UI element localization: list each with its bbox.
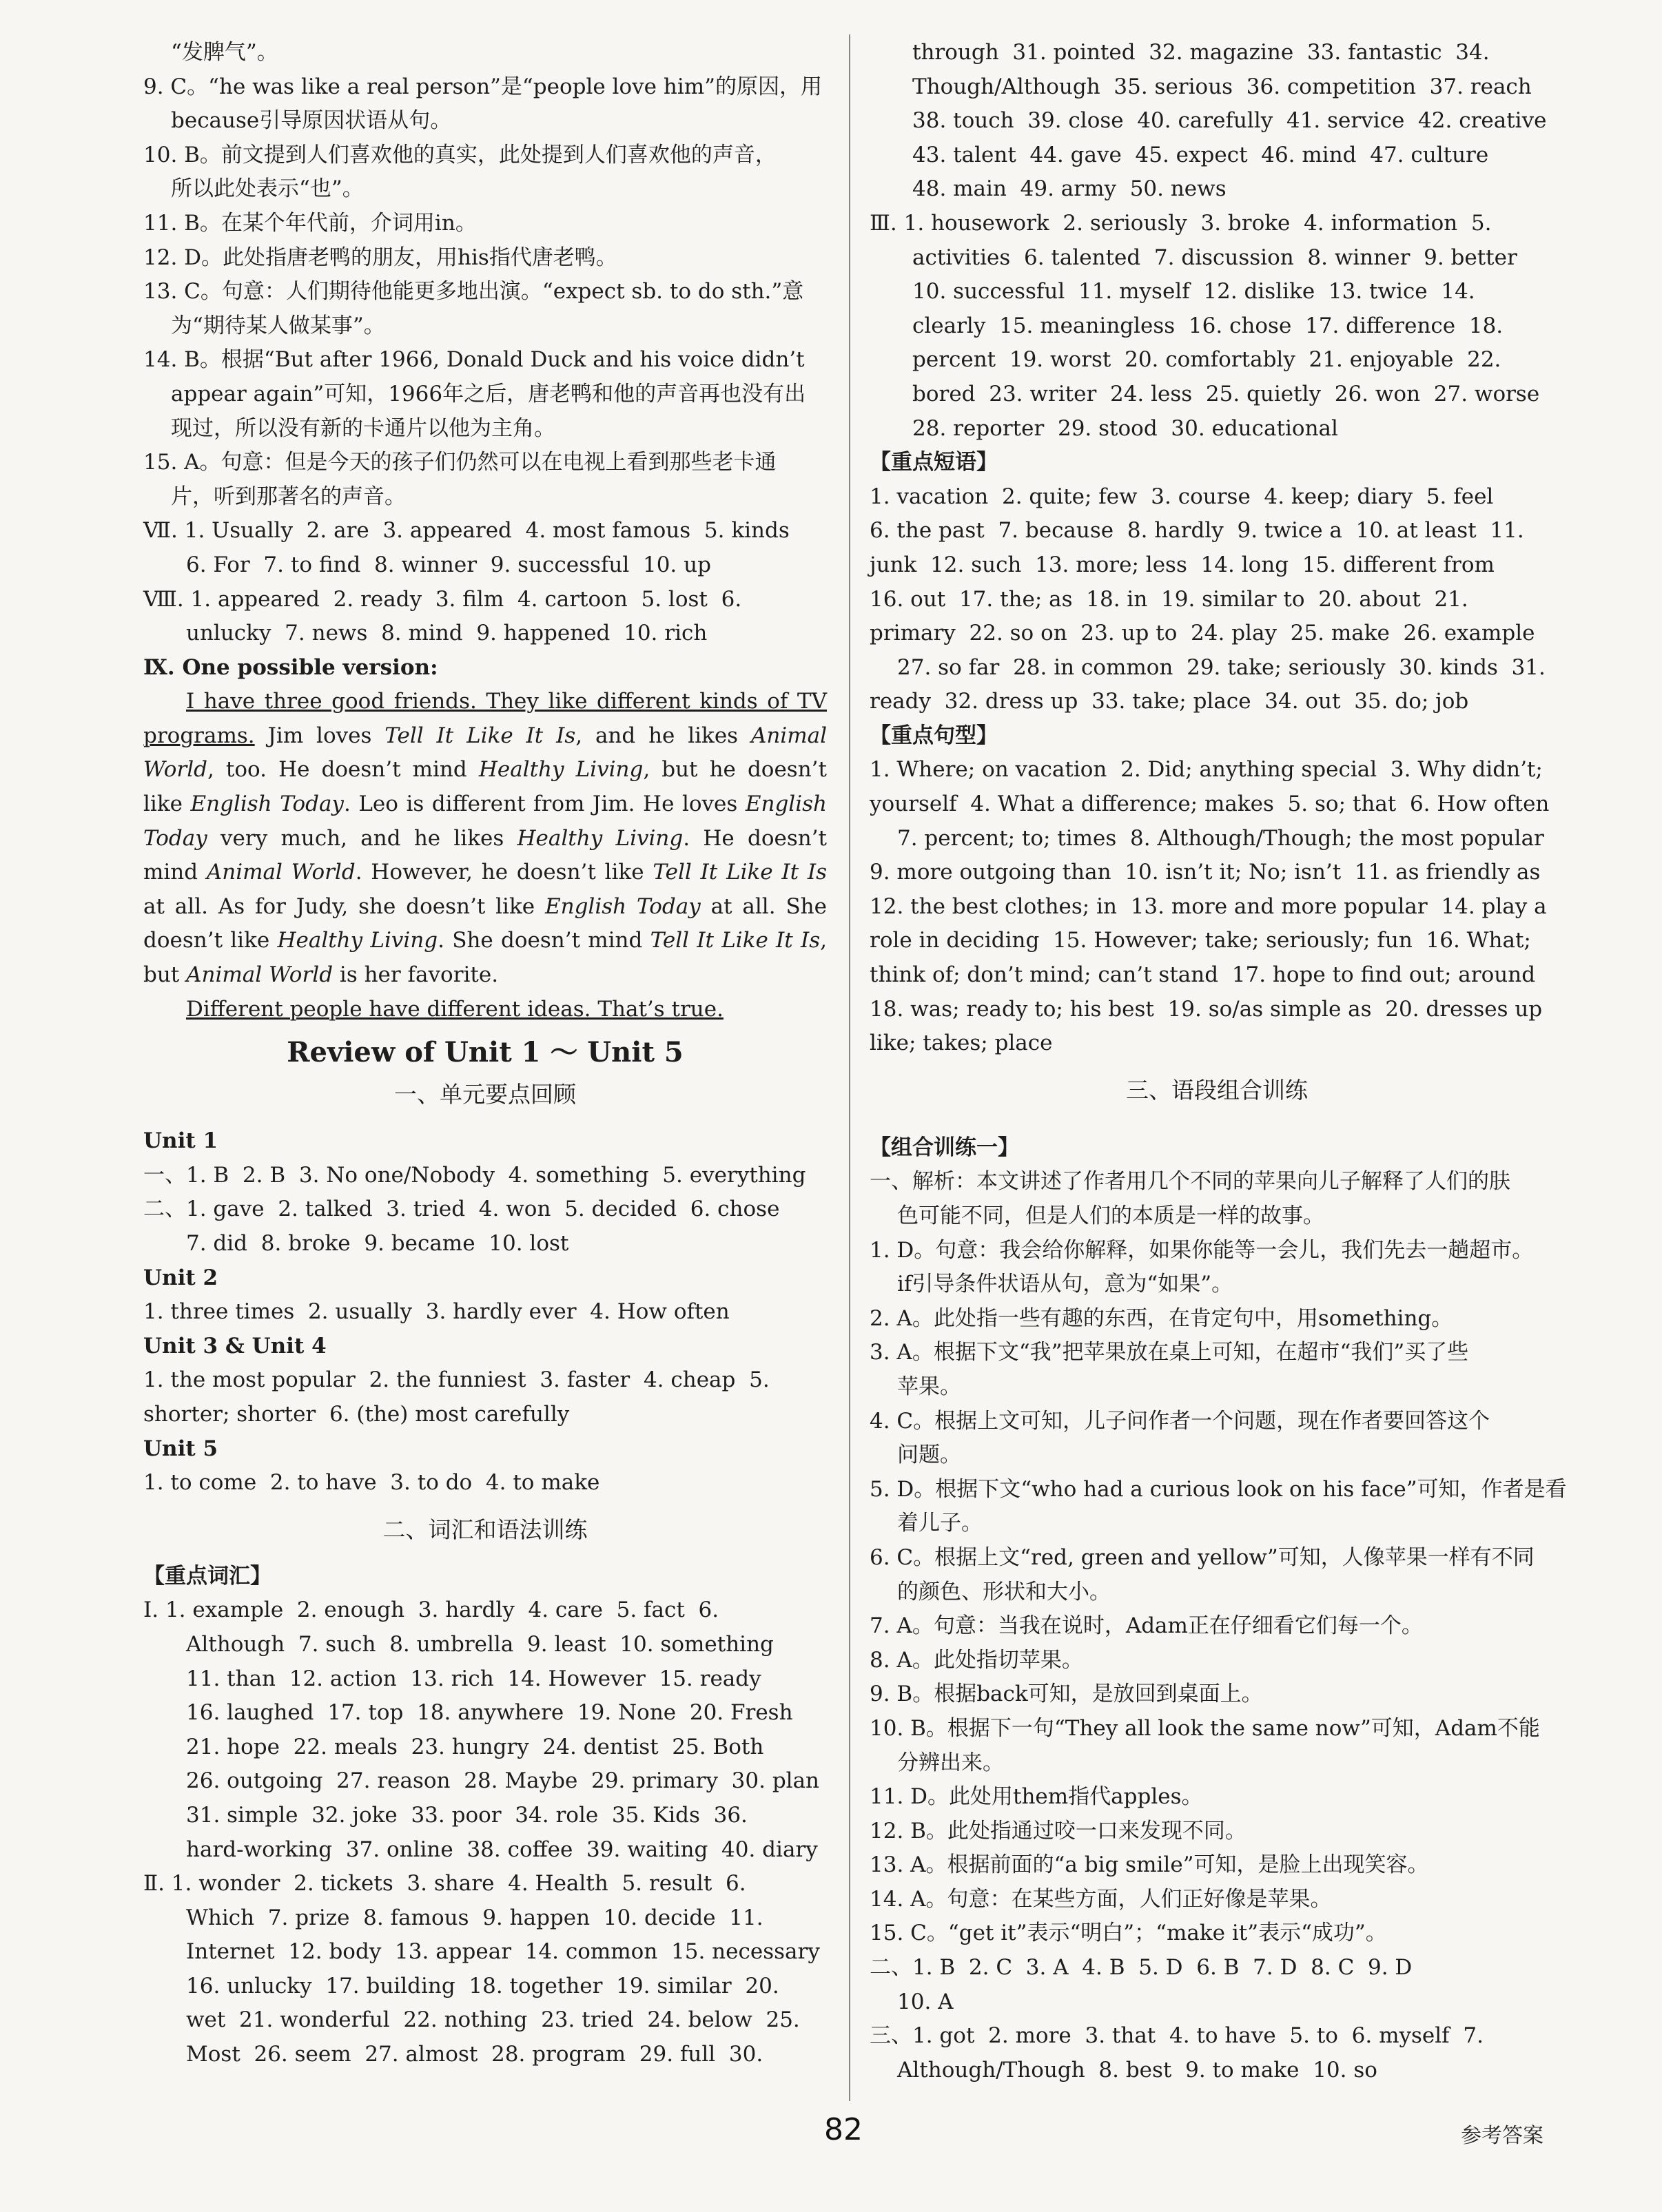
- tv-show-title: Healthy Living: [517, 825, 684, 851]
- answer-line: 13. A。根据前面的“a big smile”可知，是脸上出现笑容。: [870, 1852, 1429, 1878]
- essay-text: very much, and he likes: [207, 825, 517, 851]
- answer-line: 28. reporter 29. stood 30. educational: [912, 415, 1338, 441]
- answer-line: activities 6. talented 7. discussion 8. winner 9. better: [912, 245, 1517, 270]
- tv-show-title: Animal World: [143, 723, 827, 783]
- essay-text: Jim loves: [254, 723, 385, 748]
- unit-label: Unit 3 & Unit 4: [143, 1333, 327, 1358]
- answer-line: 现过，所以没有新的卡通片以他为主角。: [171, 415, 555, 441]
- tv-show-title: Healthy Living: [478, 757, 644, 783]
- answer-line: through 31. pointed 32. magazine 33. fantastic 34.: [912, 40, 1490, 65]
- answer-line: if引导条件状语从句，意为“如果”。: [897, 1272, 1233, 1297]
- essay-body: [143, 685, 827, 992]
- subsection-label: 【重点句型】: [870, 723, 998, 748]
- answer-line: 16. laughed 17. top 18. anywhere 19. None 20. Fresh: [186, 1700, 793, 1726]
- essay-text: . He doesn’t mind: [143, 825, 828, 885]
- answer-line: 1. Where; on vacation 2. Did; anything special 3. Why didn’t;: [870, 757, 1543, 783]
- tv-show-title: English Today: [544, 893, 701, 919]
- text-line: “发脾气”。: [171, 40, 278, 65]
- answer-line: 4. C。根据上文可知，儿子问作者一个问题，现在作者要回答这个: [870, 1408, 1490, 1434]
- answer-line: like; takes; place: [870, 1031, 1053, 1056]
- answer-line: 31. simple 32. joke 33. poor 34. role 35. Kids 36.: [186, 1802, 748, 1828]
- answer-line: primary 22. so on 23. up to 24. play 25. make 26. example: [870, 621, 1535, 646]
- answer-line: 38. touch 39. close 40. carefully 41. service 42. creative: [912, 108, 1547, 134]
- answer-line: 26. outgoing 27. reason 28. Maybe 29. primary 30. plan: [186, 1768, 820, 1794]
- answer-line: Internet 12. body 13. appear 14. common 15. necessary: [186, 1939, 820, 1965]
- answer-line: 10. successful 11. myself 12. dislike 13. twice 14.: [912, 279, 1475, 304]
- answer-line: 片，听到那著名的声音。: [171, 484, 406, 509]
- answer-line: because引导原因状语从句。: [171, 108, 452, 134]
- essay-text: at all. As for Judy, she doesn’t like: [143, 893, 545, 919]
- answer-line: 11. than 12. action 13. rich 14. However 15. ready: [186, 1666, 761, 1691]
- answer-line: 15. A。句意：但是今天的孩子们仍然可以在电视上看到那些老卡通: [143, 450, 777, 475]
- section-title: 二、词汇和语法训练: [382, 1516, 588, 1543]
- essay-closing: Different people have different ideas. That’s true.: [186, 996, 724, 1022]
- answer-line: 11. D。此处用them指代apples。: [870, 1784, 1203, 1810]
- answer-line: Ⅷ. 1. appeared 2. ready 3. film 4. cartoon 5. lost 6.: [143, 586, 742, 612]
- answer-line: Ⅰ. 1. example 2. enough 3. hardly 4. care 5. fact 6.: [143, 1598, 719, 1623]
- essay-text: , but: [143, 928, 827, 988]
- answer-line: role in deciding 15. However; take; seriously; fun 16. What;: [870, 928, 1531, 953]
- answer-line: 问题。: [897, 1443, 961, 1468]
- answer-line: 12. B。此处指通过咬一口来发现不同。: [870, 1818, 1246, 1843]
- right-column: [870, 36, 1567, 2087]
- answer-line: 21. hope 22. meals 23. hungry 24. dentist 25. Both: [186, 1734, 764, 1759]
- answer-line: 10. B。根据下一句“They all look the same now”可知，Adam不能: [870, 1715, 1540, 1741]
- answer-line: Which 7. prize 8. famous 9. happen 10. decide 11.: [186, 1905, 763, 1930]
- answer-line: Ⅲ. 1. housework 2. seriously 3. broke 4. information 5.: [870, 210, 1492, 236]
- answer-line: 10. A: [897, 1989, 954, 2014]
- answer-line: 1. to come 2. to have 3. to do 4. to make: [143, 1470, 600, 1496]
- essay-text: . However, he doesn’t like: [355, 860, 653, 885]
- answer-line: 3. A。根据下文“我”把苹果放在桌上可知，在超市“我们”买了些: [870, 1340, 1469, 1365]
- answer-line: 7. did 8. broke 9. became 10. lost: [186, 1231, 569, 1256]
- essay-text: , but he doesn’t like: [143, 757, 827, 817]
- answer-line: junk 12. such 13. more; less 14. long 15. different from: [870, 552, 1495, 577]
- answer-line: Though/Although 35. serious 36. competition 37. reach: [912, 74, 1532, 99]
- answer-line: 着儿子。: [897, 1511, 983, 1536]
- answer-line: appear again”可知，1966年之后，唐老鸭和他的声音再也没有出: [171, 381, 806, 406]
- tv-show-title: English Today: [143, 792, 827, 851]
- footer-tag: 参考答案: [1461, 2124, 1543, 2148]
- answer-line: 7. percent; to; times 8. Although/Though; the most popular: [897, 825, 1544, 851]
- answer-line: clearly 15. meaningless 16. chose 17. difference 18.: [912, 313, 1504, 338]
- unit-label: Unit 1: [143, 1128, 218, 1154]
- answer-line: wet 21. wonderful 22. nothing 23. tried 24. below 25.: [186, 2007, 800, 2033]
- answer-line: percent 19. worst 20. comfortably 21. enjoyable 22.: [912, 347, 1501, 373]
- answer-line: 所以此处表示“也”。: [171, 176, 364, 202]
- tv-show-title: Healthy Living: [277, 928, 438, 953]
- answer-line: Ⅶ. 1. Usually 2. are 3. appeared 4. most famous 5. kinds: [143, 518, 790, 544]
- essay-text: , and he likes: [575, 723, 751, 748]
- answer-line: 6. the past 7. because 8. hardly 9. twice a 10. at least 11.: [870, 518, 1524, 544]
- answer-line: Most 26. seem 27. almost 28. program 29. full 30.: [186, 2042, 763, 2067]
- answer-line: 8. A。此处指切苹果。: [870, 1647, 1083, 1673]
- essay-text: is her favorite.: [333, 962, 499, 988]
- unit-label: Unit 2: [143, 1265, 218, 1290]
- subsection-label: 【重点词汇】: [143, 1563, 271, 1589]
- essay-text: . She doesn’t mind: [438, 928, 650, 953]
- answer-line: 48. main 49. army 50. news: [912, 176, 1227, 202]
- answer-line: bored 23. writer 24. less 25. quietly 26. won 27. worse: [912, 381, 1540, 406]
- answer-line: 1. vacation 2. quite; few 3. course 4. keep; diary 5. feel: [870, 484, 1494, 509]
- answer-line: 1. three times 2. usually 3. hardly ever 4. How often: [143, 1299, 730, 1325]
- answer-line: 15. C。“get it”表示“明白”；“make it”表示“成功”。: [870, 1921, 1387, 1946]
- answer-line: 7. A。句意：当我在说时，Adam正在仔细看它们每一个。: [870, 1613, 1423, 1639]
- answer-line: 一、解析：本文讲述了作者用几个不同的苹果向儿子解释了人们的肤: [870, 1169, 1510, 1195]
- answer-line: 16. out 17. the; as 18. in 19. similar to 20. about 21.: [870, 586, 1468, 612]
- answer-line: 苹果。: [897, 1374, 961, 1399]
- answer-line: 9. B。根据back可知，是放回到桌面上。: [870, 1682, 1263, 1707]
- answer-line: 二、1. B 2. C 3. A 4. B 5. D 6. B 7. D 8. C 9. D: [870, 1955, 1413, 1981]
- answer-line: 的颜色、形状和大小。: [897, 1579, 1111, 1604]
- tv-show-title: Animal World: [206, 860, 356, 885]
- answer-line: 12. D。此处指唐老鸭的朋友，用his指代唐老鸭。: [143, 245, 617, 270]
- tv-show-title: Animal World: [186, 962, 334, 988]
- answer-line: 14. A。句意：在某些方面，人们正好像是苹果。: [870, 1886, 1332, 1912]
- answer-line: 6. For 7. to find 8. winner 9. successful 10. up: [186, 552, 711, 577]
- answer-line: 一、1. B 2. B 3. No one/Nobody 4. something 5. everything: [143, 1162, 806, 1188]
- answer-line: 43. talent 44. gave 45. expect 46. mind 47. culture: [912, 142, 1489, 167]
- subsection-label: 【组合训练一】: [870, 1135, 1019, 1160]
- essay-intro: I have three good friends. They like different kinds of TV programs.: [143, 689, 827, 748]
- answer-line: 5. D。根据下文“who had a curious look on his face”可知，作者是看: [870, 1476, 1567, 1502]
- answer-line: Ⅱ. 1. wonder 2. tickets 3. share 4. Health 5. result 6.: [143, 1871, 746, 1896]
- answer-line: 27. so far 28. in common 29. take; seriously 30. kinds 31.: [897, 654, 1546, 680]
- tv-show-title: Tell It Like It Is: [650, 928, 821, 953]
- answer-line: 12. the best clothes; in 13. more and more popular 14. play a: [870, 893, 1547, 919]
- answer-line: 6. C。根据上文“red, green and yellow”可知，人像苹果一样有不同: [870, 1544, 1535, 1570]
- answer-line: unlucky 7. news 8. mind 9. happened 10. rich: [186, 621, 708, 646]
- answer-line: 9. C。“he was like a real person”是“people love him”的原因，用: [143, 74, 822, 99]
- section-title: 三、语段组合训练: [1126, 1076, 1308, 1104]
- answer-line: 1. D。句意：我会给你解释，如果你能等一会儿，我们先去一趟超市。: [870, 1237, 1534, 1263]
- tv-show-title: Tell It Like It Is: [384, 723, 576, 748]
- answer-line: 11. B。在某个年代前，介词用in。: [143, 210, 477, 236]
- sample-essay: [143, 685, 827, 1026]
- answer-line: 为“期待某人做某事”。: [171, 313, 385, 338]
- answer-line: 色可能不同，但是人们的本质是一样的故事。: [897, 1203, 1324, 1228]
- essay-heading: Ⅸ. One possible version:: [143, 654, 438, 680]
- answer-line: hard-working 37. online 38. coffee 39. waiting 40. diary: [186, 1837, 818, 1862]
- answer-line: Although/Though 8. best 9. to make 10. so: [897, 2057, 1377, 2082]
- answer-line: 1. the most popular 2. the funniest 3. faster 4. cheap 5.: [143, 1367, 770, 1393]
- answer-line: 16. unlucky 17. building 18. together 19. similar 20.: [186, 1973, 779, 1998]
- answer-line: Although 7. such 8. umbrella 9. least 10. something: [186, 1631, 774, 1657]
- review-title: Review of Unit 1 ～ Unit 5: [287, 1036, 684, 1069]
- answer-line: think of; don’t mind; can’t stand 17. hope to find out; around: [870, 962, 1536, 988]
- essay-text: , too. He doesn’t mind: [207, 757, 479, 783]
- answer-line: yourself 4. What a difference; makes 5. so; that 6. How often: [870, 792, 1550, 817]
- answer-line: 2. A。此处指一些有趣的东西，在肯定句中，用something。: [870, 1305, 1453, 1331]
- answer-line: 14. B。根据“But after 1966, Donald Duck and his voice didn’t: [143, 347, 805, 373]
- essay-text: at all. She doesn’t like: [143, 893, 827, 953]
- answer-line: 13. C。句意：人们期待他能更多地出演。“expect sb. to do sth.”意: [143, 279, 804, 304]
- tv-show-title: English Today: [190, 792, 344, 817]
- answer-line: 三、1. got 2. more 3. that 4. to have 5. to 6. myself 7.: [870, 2023, 1484, 2049]
- tv-show-title: Tell It Like It Is: [653, 860, 827, 885]
- subsection-label: 【重点短语】: [870, 450, 998, 475]
- section-title: 一、单元要点回顾: [394, 1081, 576, 1108]
- answer-line: 9. more outgoing than 10. isn’t it; No; isn’t 11. as friendly as: [870, 860, 1541, 885]
- essay-closing-paragraph: [143, 993, 827, 1027]
- column-divider: [849, 34, 850, 2101]
- answer-line: ready 32. dress up 33. take; place 34. out 35. do; job: [870, 689, 1469, 714]
- essay-text: . Leo is different from Jim. He loves: [343, 792, 746, 817]
- answer-line: 10. B。前文提到人们喜欢他的真实，此处提到人们喜欢他的声音，: [143, 142, 777, 167]
- answer-line: 二、1. gave 2. talked 3. tried 4. won 5. decided 6. chose: [143, 1197, 780, 1222]
- page-number: 82: [824, 2112, 863, 2147]
- unit-label: Unit 5: [143, 1436, 218, 1461]
- left-column: [143, 36, 827, 2072]
- answer-line: 分辨出来。: [897, 1750, 1004, 1775]
- answer-line: shorter; shorter 6. (the) most carefully: [143, 1401, 570, 1427]
- answer-line: 18. was; ready to; his best 19. so/as simple as 20. dresses up: [870, 996, 1543, 1022]
